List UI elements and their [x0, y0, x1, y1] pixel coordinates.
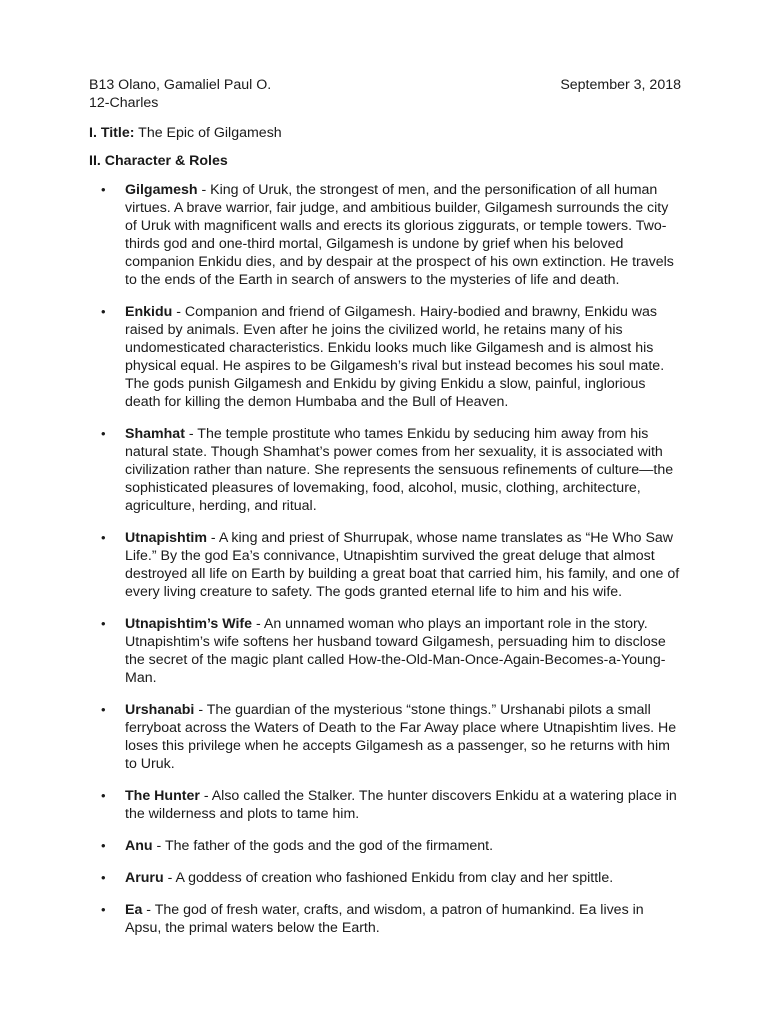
character-description: Companion and friend of Gilgamesh. Hairy-bodied and brawny, Enkidu was raised by animals. Even after he joins the civilized world, he retains many of his undomesticated characteristics. Enkidu looks much like Gilgamesh and is almost his physical equal. He aspires to be Gilgamesh’s rival but instead becomes his soul mate. The gods punish Gilgamesh and Enkidu by giving Enkidu a slow, painful, inglorious death for killing the demon Humbaba and the Bull of Heaven.	[125, 304, 665, 410]
bullet-icon: •	[101, 870, 106, 885]
character-description: The temple prostitute who tames Enkidu by seducing him away from his natural state. Though Shamhat’s power comes from her sexuality, it is associated with civilization rather than nature. She represents the sensuous refinements of culture—the sophisticated pleasures of lovemaking, food, alcohol, music, clothing, architecture, agriculture, herding, and ritual.	[125, 426, 674, 514]
character-description: A king and priest of Shurrupak, whose name translates as “He Who Saw Life.” By the god Ea’s connivance, Utnapishtim survived the great deluge that almost destroyed all life on Earth by building a great boat that carried him, his family, and one of every living creature to safety. The gods granted eternal life to him and his wife.	[125, 530, 680, 600]
bullet-icon: •	[101, 304, 106, 319]
character-list	[89, 181, 681, 937]
character-name: Shamhat	[125, 426, 185, 442]
bullet-icon: •	[101, 788, 106, 803]
character-name: Urshanabi	[125, 702, 195, 718]
list-item: • Shamhat - The temple prostitute who tames Enkidu by seducing him away from his natural state. Though Shamhat’s power comes from her sexuality, it is associated with civilization rather than nature. She represents the sensuous refinements of culture—the sophisticated pleasures of lovemaking, food, alcohol, music, clothing, architecture, agriculture, herding, and ritual.	[101, 426, 674, 514]
title-value: The Epic of Gilgamesh	[138, 125, 282, 141]
character-description: The god of fresh water, crafts, and wisdom, a patron of humankind. Ea lives in Apsu, the primal waters below the Earth.	[125, 902, 644, 936]
bullet-icon: •	[101, 426, 106, 441]
list-item: • Utnapishtim’s Wife - An unnamed woman who plays an important role in the story. Utnapishtim’s wife softens her husband toward Gilgamesh, persuading him to disclose the secret of the magic plant called How-the-Old-Man-Once-Again-Becomes-a-Young-Man.	[101, 616, 666, 686]
character-description: A goddess of creation who fashioned Enkidu from clay and her spittle.	[175, 870, 614, 886]
list-item: • Urshanabi - The guardian of the mysterious “stone things.” Urshanabi pilots a small ferryboat across the Waters of Death to the Far Away place where Utnapishtim lives. He loses this privilege when he accepts Gilgamesh as a passenger, so he returns with him to Uruk.	[101, 702, 677, 772]
title-line	[89, 124, 681, 142]
character-description: Also called the Stalker. The hunter discovers Enkidu at a watering place in the wilderness and plots to tame him.	[125, 788, 677, 822]
title-label: I. Title:	[89, 125, 135, 141]
character-description: The father of the gods and the god of the firmament.	[164, 838, 494, 854]
student-name: B13 Olano, Gamaliel Paul O.	[89, 77, 272, 93]
bullet-icon: •	[101, 902, 106, 917]
bullet-icon: •	[101, 182, 106, 197]
list-item: • Anu - The father of the gods and the god of the firmament.	[101, 838, 494, 854]
character-name: Ea	[125, 902, 143, 918]
bullet-icon: •	[101, 616, 106, 631]
character-description: The guardian of the mysterious “stone things.” Urshanabi pilots a small ferryboat across the Waters of Death to the Far Away place where Utnapishtim lives. He loses this privilege when he accepts Gilgamesh as a passenger, so he returns with him to Uruk.	[125, 702, 677, 772]
character-description: King of Uruk, the strongest of men, and the personification of all human virtues. A brave warrior, fair judge, and ambitious builder, Gilgamesh surrounds the city of Uruk with magnificent walls and erects its glorious ziggurats, or temple towers. Two-thirds god and one-third mortal, Gilgamesh is undone by grief when his beloved companion Enkidu dies, and by despair at the prospect of his own extinction. He travels to the ends of the Earth in search of answers to the mysteries of life and death.	[125, 182, 674, 288]
list-item: • Gilgamesh - King of Uruk, the strongest of men, and the personification of all human virtues. A brave warrior, fair judge, and ambitious builder, Gilgamesh surrounds the city of Uruk with magnificent walls and erects its glorious ziggurats, or temple towers. Two-thirds god and one-third mortal, Gilgamesh is undone by grief when his beloved companion Enkidu dies, and by despair at the prospect of his own extinction. He travels to the ends of the Earth in search of answers to the mysteries of life and death.	[101, 182, 674, 288]
roles-heading	[89, 152, 681, 170]
character-name: Utnapishtim’s Wife	[125, 616, 253, 632]
list-item: • The Hunter - Also called the Stalker. The hunter discovers Enkidu at a watering place in the wilderness and plots to tame him.	[101, 788, 677, 822]
character-name: Enkidu	[125, 304, 173, 320]
character-name: Aruru	[125, 870, 164, 886]
header-row	[89, 76, 681, 94]
character-name: The Hunter	[125, 788, 200, 804]
list-item: • Aruru - A goddess of creation who fashioned Enkidu from clay and her spittle.	[101, 870, 614, 886]
document-page	[89, 76, 681, 951]
roles-heading-text: II. Character & Roles	[89, 153, 228, 169]
list-item: • Utnapishtim - A king and priest of Shurrupak, whose name translates as “He Who Saw Life.” By the god Ea’s connivance, Utnapishtim survived the great deluge that almost destroyed all life on Earth by building a great boat that carried him, his family, and one of every living creature to safety. The gods granted eternal life to him and his wife.	[101, 530, 680, 600]
bullet-icon: •	[101, 838, 106, 853]
class-section: 12-Charles	[89, 95, 159, 111]
bullet-icon: •	[101, 530, 106, 545]
character-name: Utnapishtim	[125, 530, 207, 546]
bullet-icon: •	[101, 702, 106, 717]
document-date: September 3, 2018	[560, 77, 681, 93]
character-name: Anu	[125, 838, 153, 854]
list-item: • Enkidu - Companion and friend of Gilgamesh. Hairy-bodied and brawny, Enkidu was raised by animals. Even after he joins the civilized world, he retains many of his undomesticated characteristics. Enkidu looks much like Gilgamesh and is almost his physical equal. He aspires to be Gilgamesh’s rival but instead becomes his soul mate. The gods punish Gilgamesh and Enkidu by giving Enkidu a slow, painful, inglorious death for killing the demon Humbaba and the Bull of Heaven.	[101, 304, 665, 410]
character-description: An unnamed woman who plays an important role in the story. Utnapishtim’s wife softens her husband toward Gilgamesh, persuading him to disclose the secret of the magic plant called How-the-Old-Man-Once-Again-Becomes-a-Young-Man.	[125, 616, 666, 686]
list-item: • Ea - The god of fresh water, crafts, and wisdom, a patron of humankind. Ea lives in Apsu, the primal waters below the Earth.	[101, 902, 644, 936]
character-name: Gilgamesh	[125, 182, 198, 198]
